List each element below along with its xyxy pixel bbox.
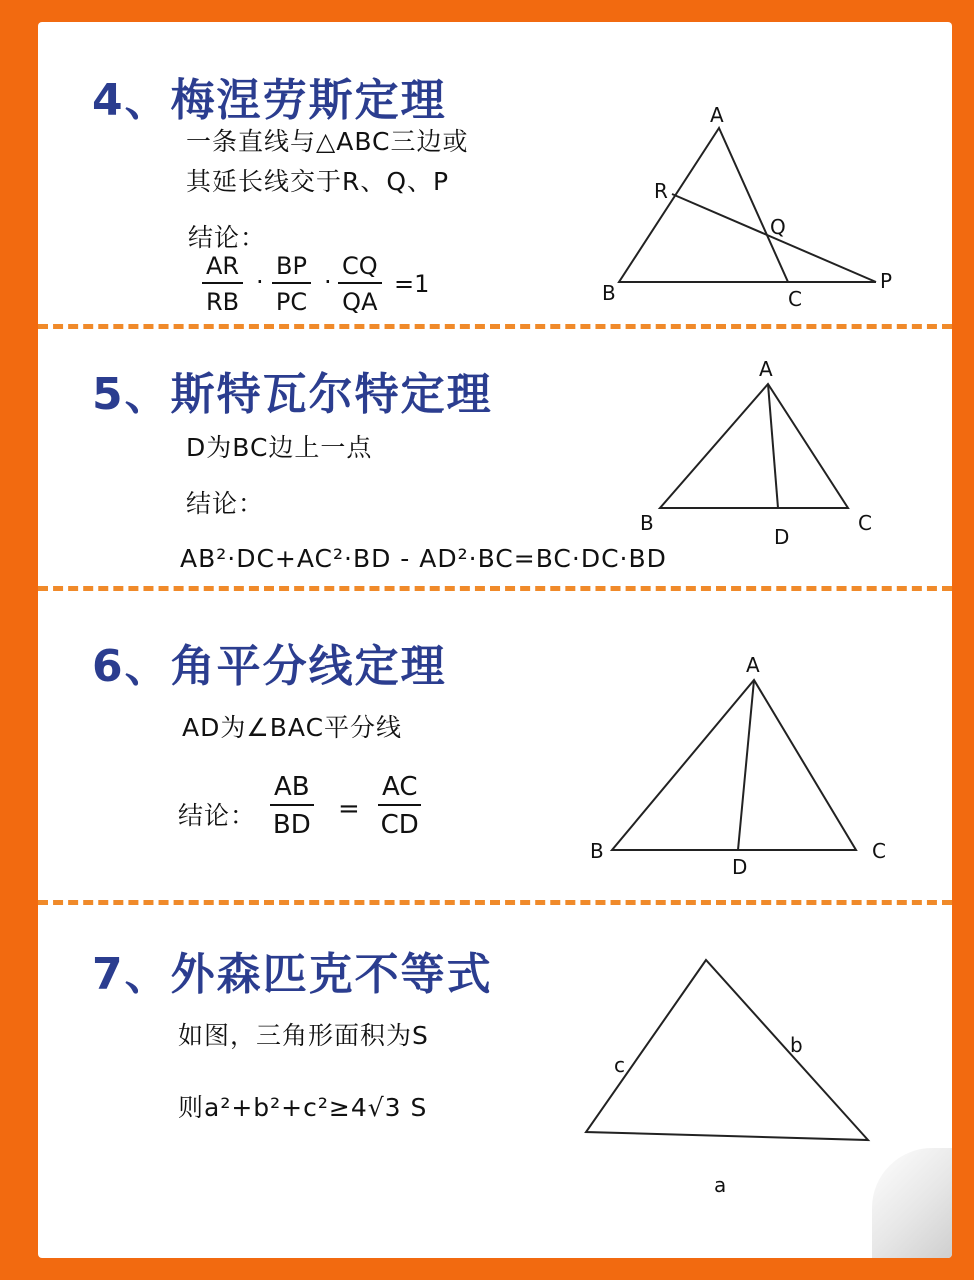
equals-sign: = (338, 794, 360, 824)
angle-bisector-diagram (38, 594, 952, 894)
stewart-formula: AB²·DC+AC²·BD - AD²·BC=BC·DC·BD (180, 544, 667, 573)
conclusion-label: 结论： (186, 489, 265, 518)
vertex-label-a: A (710, 103, 724, 127)
point-label-d: D (732, 855, 748, 879)
point-label-d: D (774, 525, 790, 549)
point-label-p: P (880, 269, 893, 293)
vertex-label-a: A (746, 653, 760, 677)
section-divider (38, 324, 952, 329)
section-title: 7、外森匹克不等式 (92, 949, 493, 1000)
statement-line-1: 一条直线与△ABC三边或 (186, 127, 469, 156)
side-label-a: a (714, 1173, 727, 1197)
vertex-label-c: C (872, 839, 886, 863)
vertex-label-c: C (858, 511, 872, 535)
statement-line-1: 如图，三角形面积为S (178, 1021, 429, 1050)
multiply-dot: · (324, 268, 332, 296)
conclusion-label: 结论： (188, 223, 267, 252)
section-stewart (38, 332, 952, 587)
point-label-r: R (654, 179, 668, 203)
fraction-denominator: CD (380, 810, 419, 840)
vertex-label-b: B (590, 839, 604, 863)
fraction-numerator: AC (378, 772, 421, 806)
weitzenbock-inequality: 则a²+b²+c²≥4√3 S (178, 1093, 428, 1122)
statement-line-2: 其延长线交于R、Q、P (186, 167, 450, 196)
card (38, 22, 952, 1258)
section-divider (38, 586, 952, 591)
vertex-label-b: B (602, 281, 616, 305)
section-menelaus (38, 22, 952, 322)
fraction-denominator: PC (275, 288, 308, 316)
vertex-label-c: C (788, 287, 802, 311)
fraction-denominator: BD (272, 810, 311, 840)
menelaus-diagram (38, 22, 952, 322)
fraction-numerator: AR (202, 252, 243, 284)
vertex-label-a: A (759, 357, 773, 381)
section-title: 4、梅涅劳斯定理 (92, 75, 447, 126)
multiply-dot: · (256, 268, 264, 296)
conclusion-label: 结论： (178, 801, 257, 830)
point-label-q: Q (770, 215, 786, 239)
section-angle-bisector (38, 594, 952, 894)
section-title: 6、角平分线定理 (92, 641, 447, 692)
statement-line-1: D为BC边上一点 (186, 433, 373, 462)
fraction-numerator: CQ (338, 252, 382, 284)
section-divider (38, 900, 952, 905)
weitzenbock-diagram (38, 908, 952, 1258)
stewart-diagram (38, 332, 952, 587)
side-label-b: b (790, 1033, 803, 1057)
statement-line-1: AD为∠BAC平分线 (182, 713, 403, 742)
vertex-label-b: B (640, 511, 654, 535)
section-title: 5、斯特瓦尔特定理 (92, 369, 493, 420)
section-weitzenbock (38, 908, 952, 1258)
fraction-denominator: RB (205, 288, 240, 316)
side-label-c: c (614, 1053, 625, 1077)
equals-one: =1 (394, 270, 430, 298)
fraction-numerator: BP (272, 252, 311, 284)
fraction-denominator: QA (342, 288, 378, 316)
fraction-numerator: AB (270, 772, 314, 806)
